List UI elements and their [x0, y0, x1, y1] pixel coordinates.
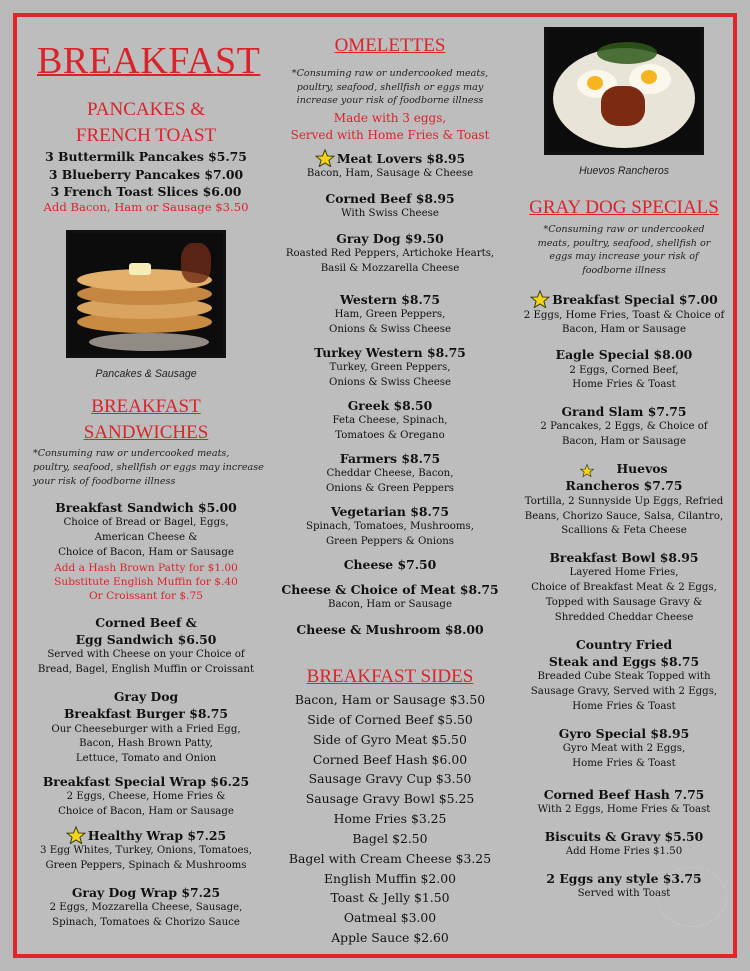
item-description: Our Cheeseburger with a Fried Egg, — [51, 723, 241, 735]
item-description: Spinach, Tomatoes & Chorizo Sauce — [52, 916, 240, 928]
star-icon — [530, 290, 550, 308]
item-description: Gyro Meat with 2 Eggs, — [562, 743, 686, 754]
item-addon: Or Croissant for $.75 — [88, 590, 203, 603]
item-description: Home Fries & Toast — [572, 700, 676, 712]
star-icon — [66, 826, 86, 844]
item-description: Ham, Green Peppers, — [334, 309, 446, 321]
omelettes-warning: *Consuming raw or undercooked meats, poultry, seafood, shellfish or eggs may increase your risk of foodborne illness — [291, 67, 489, 107]
item-description: Served with Cheese on your Choice of — [47, 649, 245, 661]
menu-item-vegetarian: Vegetarian $8.75 — [330, 503, 450, 519]
list-item: Corned Beef Hash $6.00 — [312, 751, 468, 767]
item-description: Cheddar Cheese, Bacon, — [326, 468, 454, 480]
item-description: Tomatoes & Oregano — [335, 429, 445, 441]
menu-item-eagle-special: Eagle Special $8.00 — [555, 347, 693, 363]
breakfast-special-label: Breakfast Special $7.00 — [552, 292, 718, 308]
menu-item-gray-dog-omelette: Gray Dog $9.50 — [336, 231, 444, 247]
pancakes-title — [27, 97, 265, 148]
item-description: Choice of Bacon, Ham or Sausage — [58, 806, 234, 818]
menu-item-grand-slam: Grand Slam $7.75 — [561, 404, 687, 420]
menu-item-gyro-special: Gyro Special $8.95 — [558, 725, 690, 741]
menu-item-country-fried-steak-line1: Country Fried — [575, 636, 673, 652]
list-item: Side of Gyro Meat $5.50 — [313, 731, 467, 747]
menu-item-breakfast-burger-line2: Breakfast Burger $8.75 — [63, 706, 229, 722]
item-description: Feta Cheese, Spinach, — [332, 415, 448, 427]
item-description: Layered Home Fries, — [569, 567, 679, 579]
star-icon — [315, 149, 335, 167]
item-description: Turkey, Green Peppers, — [329, 362, 451, 374]
item-description: Spinach, Tomatoes, Mushrooms, — [305, 520, 474, 532]
huevos-photo-caption: Huevos Rancheros — [578, 165, 670, 177]
list-item: Oatmeal $3.00 — [343, 910, 437, 926]
menu-item-corned-beef-omelette: Corned Beef $8.95 — [325, 190, 455, 206]
list-item: Bagel with Cream Cheese $3.25 — [288, 850, 492, 866]
menu-item-breakfast-sandwich: Breakfast Sandwich $5.00 — [55, 500, 237, 515]
item-description: 2 Eggs, Cheese, Home Fries & — [66, 791, 226, 803]
huevos-rancheros-photo — [544, 27, 704, 155]
menu-item-gray-dog-wrap: Gray Dog Wrap $7.25 — [71, 884, 221, 900]
item-description: Beans, Chorizo Sauce, Salsa, Cilantro, — [524, 510, 724, 522]
menu-item-buttermilk-pancakes: 3 Buttermilk Pancakes $5.75 — [45, 149, 247, 165]
item-description: American Cheese & — [94, 532, 198, 544]
item-description: With 2 Eggs, Home Fries & Toast — [537, 803, 711, 815]
menu-item-two-eggs: 2 Eggs any style $3.75 — [546, 870, 702, 886]
meat-lovers-label: Meat Lovers $8.95 — [336, 150, 466, 166]
menu-item-blueberry-pancakes: 3 Blueberry Pancakes $7.00 — [48, 166, 244, 182]
list-item: Bacon, Ham or Sausage $3.50 — [294, 692, 486, 708]
item-description: Scallions & Feta Cheese — [561, 525, 687, 537]
item-description: Green Peppers, Spinach & Mushrooms — [45, 860, 247, 871]
item-description: Lettuce, Tomato and Onion — [75, 753, 217, 765]
item-description: Roasted Red Peppers, Artichoke Hearts, — [285, 248, 495, 260]
page-title: BREAKFAST — [37, 40, 261, 82]
item-description: Tortilla, 2 Sunnyside Up Eggs, Refried — [524, 495, 724, 507]
menu-item-breakfast-special-wrap: Breakfast Special Wrap $6.25 — [42, 773, 250, 789]
pancakes-title-line1: PANCAKES & — [86, 99, 206, 120]
menu-item-huevos-rancheros-line1 — [515, 460, 733, 477]
item-description: Home Fries & Toast — [572, 379, 676, 391]
list-item: English Muffin $2.00 — [324, 870, 456, 886]
item-description: 2 Pancakes, 2 Eggs, & Choice of — [540, 421, 708, 433]
menu-item-meat-lovers — [271, 149, 509, 167]
menu-item-turkey-western: Turkey Western $8.75 — [314, 344, 466, 360]
item-description: Onions & Swiss Cheese — [329, 377, 451, 388]
pancakes-title-line2: FRENCH TOAST — [75, 124, 217, 146]
pancakes-addon: Add Bacon, Ham or Sausage $3.50 — [43, 200, 249, 215]
item-description: Choice of Bacon, Ham or Sausage — [58, 546, 234, 558]
item-description: Choice of Bread or Bagel, Eggs, — [63, 517, 229, 529]
item-description: Choice of Breakfast Meat & 2 Eggs, — [531, 582, 717, 594]
item-description: Green Peppers & Onions — [325, 535, 455, 547]
healthy-wrap-label: Healthy Wrap $7.25 — [87, 827, 227, 843]
item-description: Bacon, Ham or Sausage — [327, 599, 452, 611]
list-item: Bagel $2.50 — [352, 830, 428, 846]
item-description: 2 Eggs, Corned Beef, — [569, 364, 679, 376]
sandwiches-title: BREAKFAST SANDWICHES — [83, 396, 209, 443]
item-addon: Substitute English Muffin for $.40 — [54, 576, 238, 588]
item-description: Sausage Gravy, Served with 2 Eggs, — [530, 686, 718, 698]
menu-item-corned-beef-hash: Corned Beef Hash 7.75 — [543, 786, 705, 802]
item-description: Shredded Cheddar Cheese — [554, 611, 694, 623]
item-description: Served with Toast — [577, 888, 671, 900]
item-description: Onions & Green Peppers — [325, 482, 455, 494]
item-addon: Add a Hash Brown Patty for $1.00 — [54, 561, 238, 574]
menu-item-healthy-wrap — [27, 826, 265, 844]
menu-item-cheese-and-mushroom: Cheese & Mushroom $8.00 — [296, 622, 484, 638]
list-item: Side of Corned Beef $5.50 — [307, 711, 473, 727]
list-item: Toast & Jelly $1.50 — [330, 890, 450, 906]
menu-item-cheese: Cheese $7.50 — [343, 556, 437, 572]
item-description: Bacon, Ham or Sausage — [561, 324, 686, 336]
menu-item-breakfast-burger-line1: Gray Dog — [113, 688, 179, 704]
menu-item-country-fried-steak-line2: Steak and Eggs $8.75 — [548, 653, 700, 669]
item-description: 3 Egg Whites, Turkey, Onions, Tomatoes, — [39, 845, 253, 857]
column-right — [515, 17, 733, 902]
menu-item-french-toast: 3 French Toast Slices $6.00 — [50, 184, 242, 199]
item-description: Home Fries & Toast — [572, 757, 676, 769]
menu-item-farmers: Farmers $8.75 — [339, 450, 441, 466]
menu-item-huevos-rancheros-line2: Rancheros $7.75 — [565, 478, 683, 494]
menu-item-biscuits-gravy: Biscuits & Gravy $5.50 — [544, 828, 704, 844]
item-description: Onions & Swiss Cheese — [329, 324, 451, 336]
menu-item-breakfast-special — [515, 290, 733, 308]
omelettes-title: OMELETTES — [334, 35, 446, 56]
menu-item-greek: Greek $8.50 — [347, 397, 433, 413]
item-description: Bread, Bagel, English Muffin or Croissant — [37, 664, 255, 676]
menu-item-corned-beef-sandwich-line1: Corned Beef & — [95, 614, 197, 630]
list-item: Sausage Gravy Bowl $5.25 — [305, 791, 475, 807]
sides-title: BREAKFAST SIDES — [306, 666, 474, 688]
item-description: Bacon, Ham, Sausage & Cheese — [306, 168, 474, 180]
specials-warning: *Consuming raw or undercooked meats, poultry, seafood, shellfish or eggs may increase your risk of foodborne illness — [537, 223, 711, 277]
item-description: Bacon, Ham or Sausage — [561, 436, 686, 448]
specials-title: GRAY DOG SPECIALS — [529, 197, 719, 218]
menu-frame — [13, 13, 737, 958]
item-description: Bacon, Hash Brown Patty, — [79, 738, 213, 750]
menu-item-corned-beef-sandwich-line2: Egg Sandwich $6.50 — [75, 631, 217, 647]
list-item: Sausage Gravy Cup $3.50 — [308, 771, 472, 787]
item-description: Add Home Fries $1.50 — [565, 846, 683, 858]
menu-item-breakfast-bowl: Breakfast Bowl $8.95 — [549, 550, 699, 566]
sandwiches-warning: *Consuming raw or undercooked meats, poultry, seafood, shellfish or eggs may increase your risk of foodborne illness — [33, 448, 264, 488]
pancakes-photo-caption: Pancakes & Sausage — [95, 368, 197, 380]
list-item: Apple Sauce $2.60 — [331, 930, 449, 946]
item-description: Basil & Mozzarella Cheese — [320, 263, 460, 275]
item-description: Topped with Sausage Gravy & — [545, 597, 703, 609]
list-item: Home Fries $3.25 — [333, 811, 447, 827]
column-middle — [271, 17, 509, 948]
huevos-label-line1: Huevos — [616, 461, 668, 477]
item-description: With Swiss Cheese — [341, 208, 439, 220]
item-description: 2 Eggs, Mozzarella Cheese, Sausage, — [49, 902, 243, 914]
star-icon — [580, 464, 594, 477]
omelettes-intro-2: Served with Home Fries & Toast — [290, 127, 490, 142]
menu-item-cheese-and-meat: Cheese & Choice of Meat $8.75 — [281, 581, 499, 597]
item-description: 2 Eggs, Home Fries, Toast & Choice of — [523, 309, 725, 321]
omelettes-intro-1: Made with 3 eggs, — [333, 111, 447, 126]
pancakes-photo — [66, 230, 226, 358]
watermark-circle — [657, 867, 727, 927]
menu-item-western: Western $8.75 — [339, 291, 441, 307]
item-description: Breaded Cube Steak Topped with — [537, 671, 711, 683]
column-left — [27, 17, 265, 931]
